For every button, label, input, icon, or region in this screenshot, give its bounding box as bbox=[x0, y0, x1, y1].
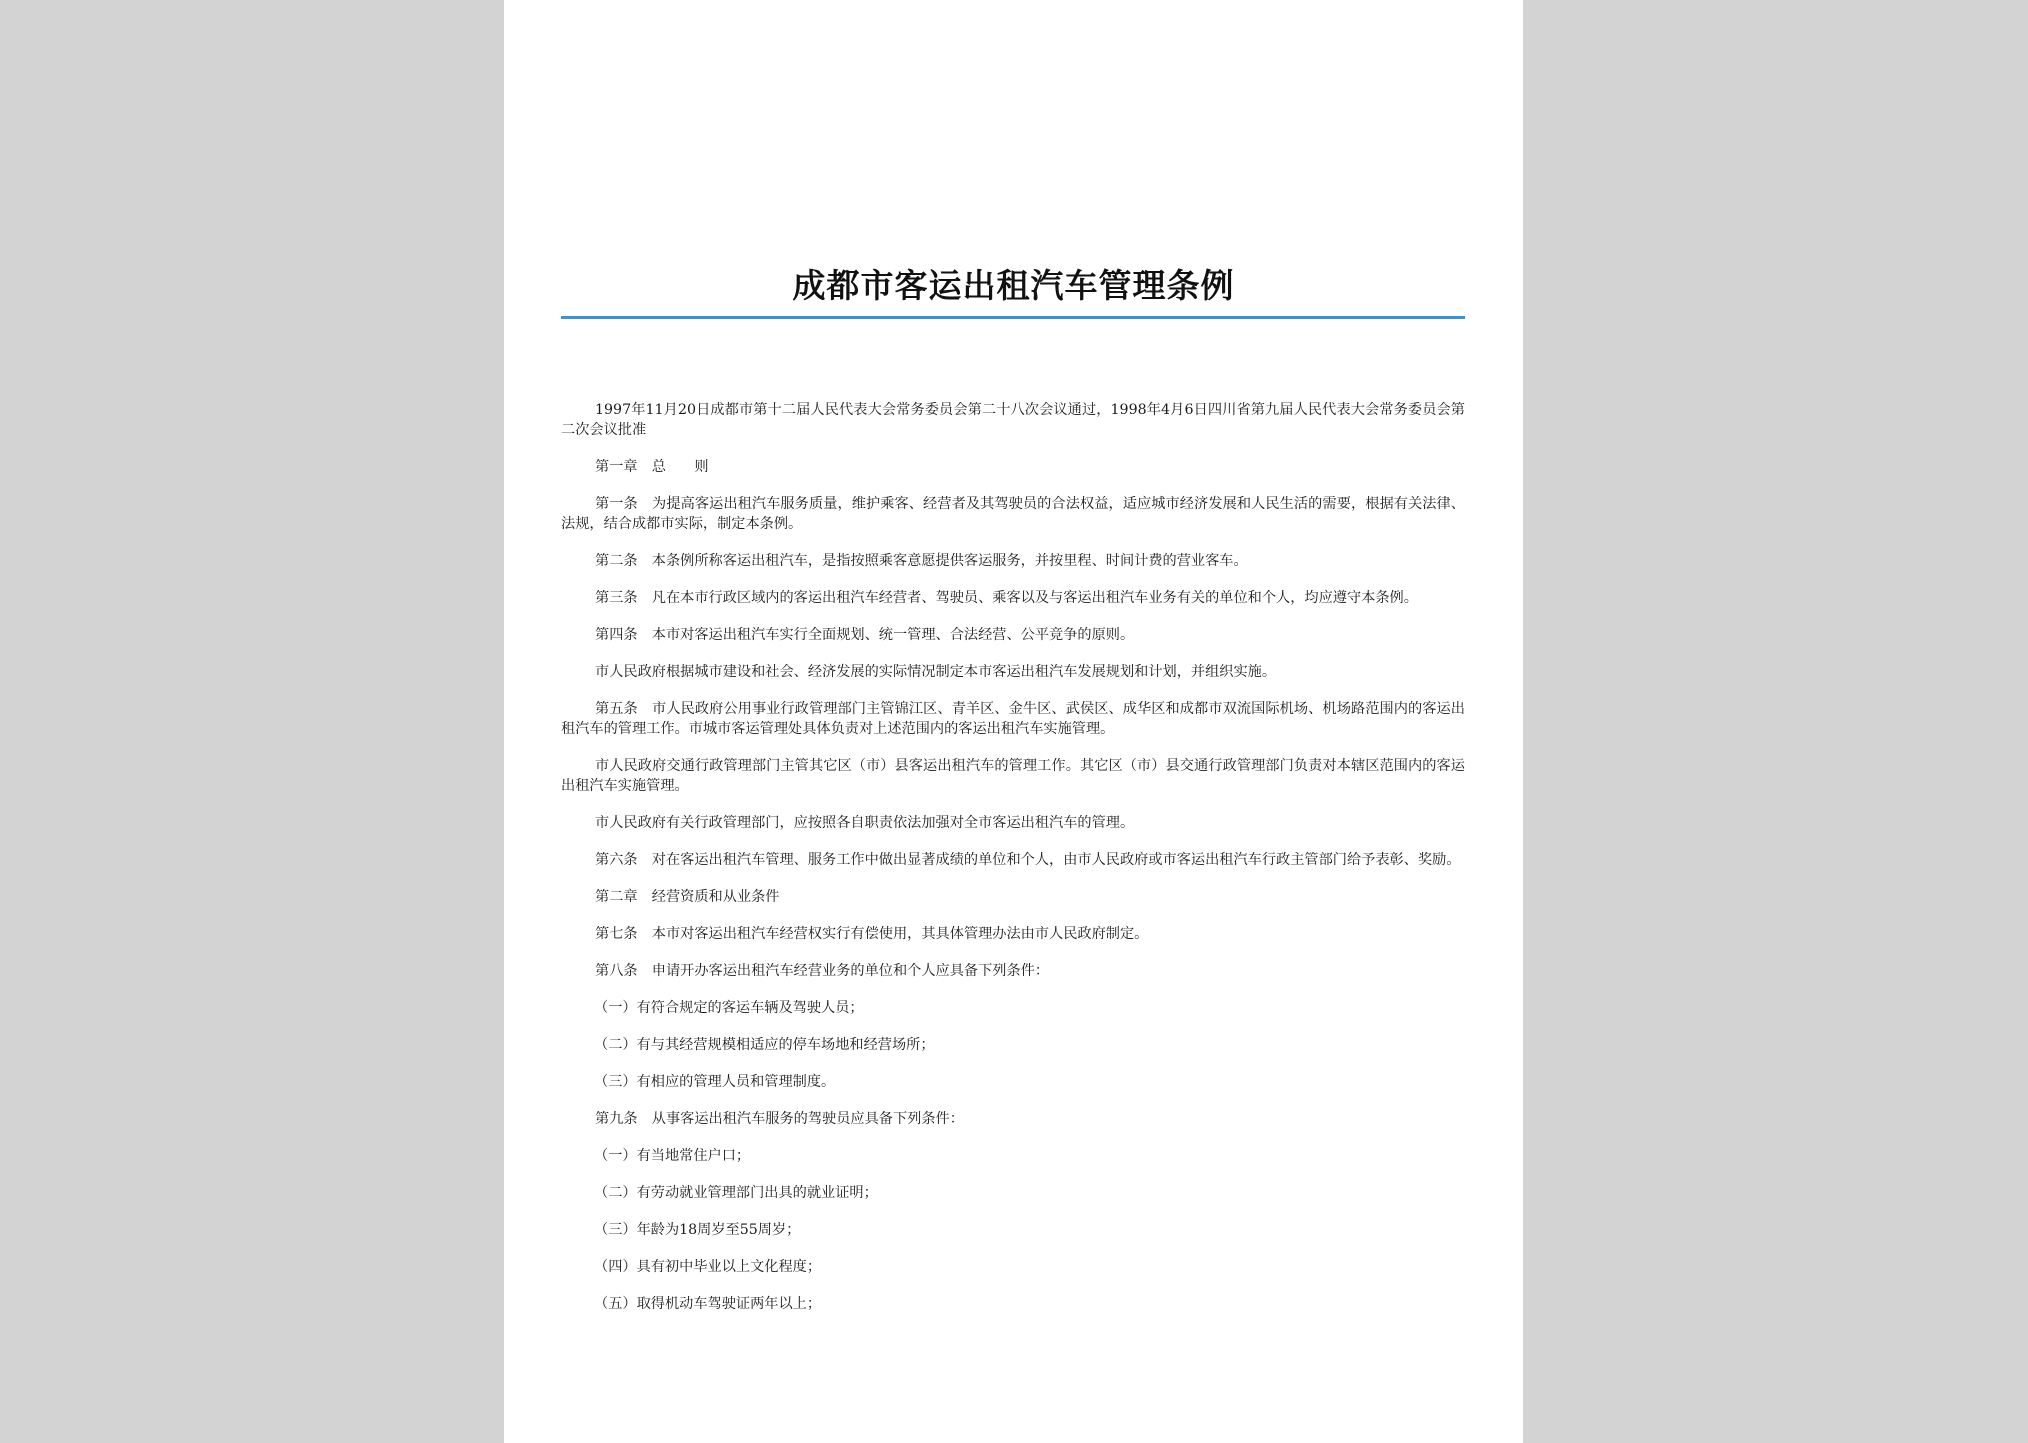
list-item: （三）有相应的管理人员和管理制度。 bbox=[594, 1074, 836, 1090]
article-paragraph: 第六条 对在客运出租汽车管理、服务工作中做出显著成绩的单位和个人，由市人民政府或市客运出租汽车行政主管部门给予表彰、奖励。 bbox=[595, 852, 1461, 868]
article-paragraph: 第四条 本市对客运出租汽车实行全面规划、统一管理、合法经营、公平竞争的原则。 bbox=[595, 627, 1135, 643]
chapter-heading: 第一章 总 则 bbox=[595, 459, 709, 475]
article-paragraph: 第一条 为提高客运出租汽车服务质量，维护乘客、经营者及其驾驶员的合法权益，适应城市经济发展和人民生活的需要，根据有关法律、法规，结合成都市实际，制定本条例。 bbox=[561, 496, 1465, 532]
list-item: （四）具有初中毕业以上文化程度； bbox=[594, 1259, 822, 1275]
list-item: （二）有与其经营规模相适应的停车场地和经营场所； bbox=[594, 1037, 935, 1053]
list-item: （五）取得机动车驾驶证两年以上； bbox=[594, 1296, 822, 1312]
article-paragraph: 第五条 市人民政府公用事业行政管理部门主管锦江区、青羊区、金牛区、武侯区、成华区和成都市双流国际机场、机场路范围内的客运出租汽车的管理工作。市城市客运管理处具体负责对上述范围内的客运出租汽车实施管理。 bbox=[561, 701, 1465, 737]
document-title: 成都市客运出租汽车管理条例 bbox=[792, 266, 1235, 305]
article-paragraph: 第八条 申请开办客运出租汽车经营业务的单位和个人应具备下列条件： bbox=[595, 963, 1050, 979]
list-item: （二）有劳动就业管理部门出具的就业证明； bbox=[594, 1185, 878, 1201]
chapter-heading: 第二章 经营资质和从业条件 bbox=[595, 889, 780, 905]
article-paragraph: 第九条 从事客运出租汽车服务的驾驶员应具备下列条件： bbox=[595, 1111, 964, 1127]
preamble-paragraph: 1997年11月20日成都市第十二届人民代表大会常务委员会第二十八次会议通过，1998年4月6日四川省第九届人民代表大会常务委员会第二次会议批准 bbox=[561, 402, 1465, 438]
article-paragraph: 第三条 凡在本市行政区域内的客运出租汽车经营者、驾驶员、乘客以及与客运出租汽车业务有关的单位和个人，均应遵守本条例。 bbox=[595, 590, 1418, 606]
title-underline bbox=[561, 316, 1465, 319]
list-item: （三）年龄为18周岁至55周岁； bbox=[594, 1222, 801, 1238]
document-body bbox=[561, 400, 1465, 1331]
document-page bbox=[504, 0, 1523, 1443]
article-paragraph: 市人民政府有关行政管理部门，应按照各自职责依法加强对全市客运出租汽车的管理。 bbox=[595, 815, 1135, 831]
article-paragraph: 市人民政府根据城市建设和社会、经济发展的实际情况制定本市客运出租汽车发展规划和计划，并组织实施。 bbox=[595, 664, 1277, 680]
article-paragraph: 市人民政府交通行政管理部门主管其它区（市）县客运出租汽车的管理工作。其它区（市）县交通行政管理部门负责对本辖区范围内的客运出租汽车实施管理。 bbox=[561, 758, 1465, 794]
list-item: （一）有当地常住户口； bbox=[594, 1148, 751, 1164]
article-paragraph: 第二条 本条例所称客运出租汽车，是指按照乘客意愿提供客运服务，并按里程、时间计费的营业客车。 bbox=[595, 553, 1248, 569]
list-item: （一）有符合规定的客运车辆及驾驶人员； bbox=[594, 1000, 864, 1016]
article-paragraph: 第七条 本市对客运出租汽车经营权实行有偿使用，其具体管理办法由市人民政府制定。 bbox=[595, 926, 1149, 942]
